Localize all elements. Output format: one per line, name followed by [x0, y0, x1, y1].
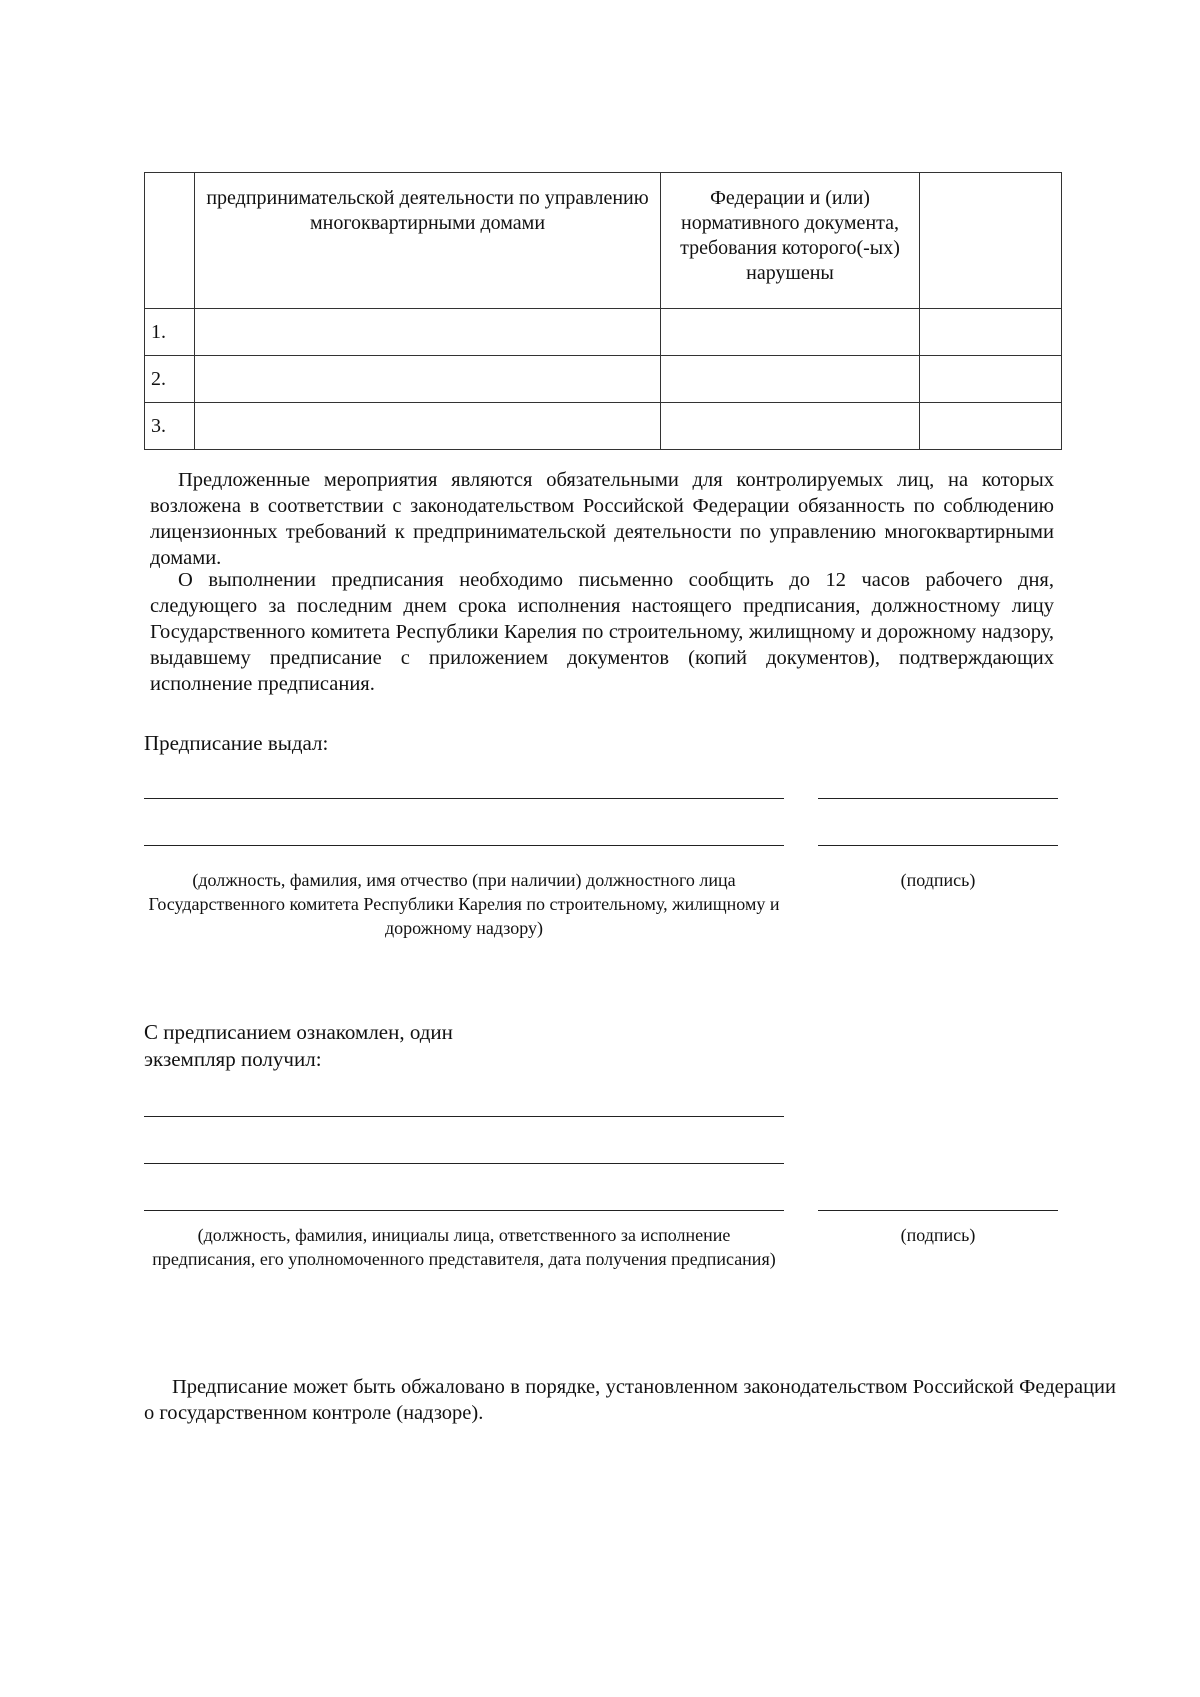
header-cell-normative-document: Федерации и (или) нормативного документа, требования которого(-ых) нарушены [661, 173, 920, 309]
received-label-line1: С предписанием ознакомлен, один [144, 1020, 453, 1044]
issuer-name-line [144, 798, 784, 799]
row-number: 1. [145, 309, 195, 356]
row-cell [920, 309, 1062, 356]
recipient-signature-line [818, 1210, 1058, 1211]
row-number: 3. [145, 403, 195, 450]
row-cell [920, 356, 1062, 403]
row-cell [661, 309, 920, 356]
issuer-caption: (должность, фамилия, имя отчество (при наличии) должностного лица Государственного комитета Республики Карелия по строительному, жилищному и дорожному надзору) [148, 870, 780, 938]
recipient-caption: (должность, фамилия, инициалы лица, ответственного за исполнение предписания, его уполномоченного представителя, дата получения предписания) [152, 1225, 776, 1269]
violations-table [144, 172, 1062, 450]
issuer-signature-line [818, 845, 1058, 846]
table-header-row [145, 173, 1062, 309]
header-cell-number [145, 173, 195, 309]
row-cell [195, 309, 661, 356]
row-cell [661, 403, 920, 450]
received-label-line2: экземпляр получил: [144, 1047, 322, 1071]
row-number: 2. [145, 356, 195, 403]
recipient-signature-caption: (подпись) [900, 1225, 976, 1245]
table-row [145, 309, 1062, 356]
table-row [145, 403, 1062, 450]
row-cell [195, 356, 661, 403]
paragraph-report-instructions: О выполнении предписания необходимо письменно сообщить до 12 часов рабочего дня, следующего за последним днем срока исполнения настоящего предписания, должностному лицу Государственного комитета Республики Карелия по строительному, жилищному и дорожному надзору, выдавшему предписание с приложением документов (копий документов), подтверждающих исполнение предписания. [150, 569, 1054, 695]
recipient-name-line [144, 1210, 784, 1211]
appeal-paragraph: Предписание может быть обжаловано в порядке, установленном законодательством Российской Федерации о государственном контроле (надзоре). [144, 1376, 1116, 1424]
header-cell-requirement: предпринимательской деятельности по управлению многоквартирными домами [195, 173, 661, 309]
issued-by-label: Предписание выдал: [144, 731, 329, 755]
header-cell-deadline [920, 173, 1062, 309]
row-cell [661, 356, 920, 403]
issuer-signature-line [818, 798, 1058, 799]
issuer-name-line [144, 845, 784, 846]
recipient-name-line [144, 1163, 784, 1164]
recipient-name-line [144, 1116, 784, 1117]
issuer-signature-caption: (подпись) [900, 870, 976, 890]
paragraph-obligations: Предложенные мероприятия являются обязательными для контролируемых лиц, на которых возложена в соответствии с законодательством Российской Федерации обязанность по соблюдению лицензионных требований к предпринимательской деятельности по управлению многоквартирными домами. [150, 469, 1054, 569]
row-cell [195, 403, 661, 450]
table-row [145, 356, 1062, 403]
row-cell [920, 403, 1062, 450]
